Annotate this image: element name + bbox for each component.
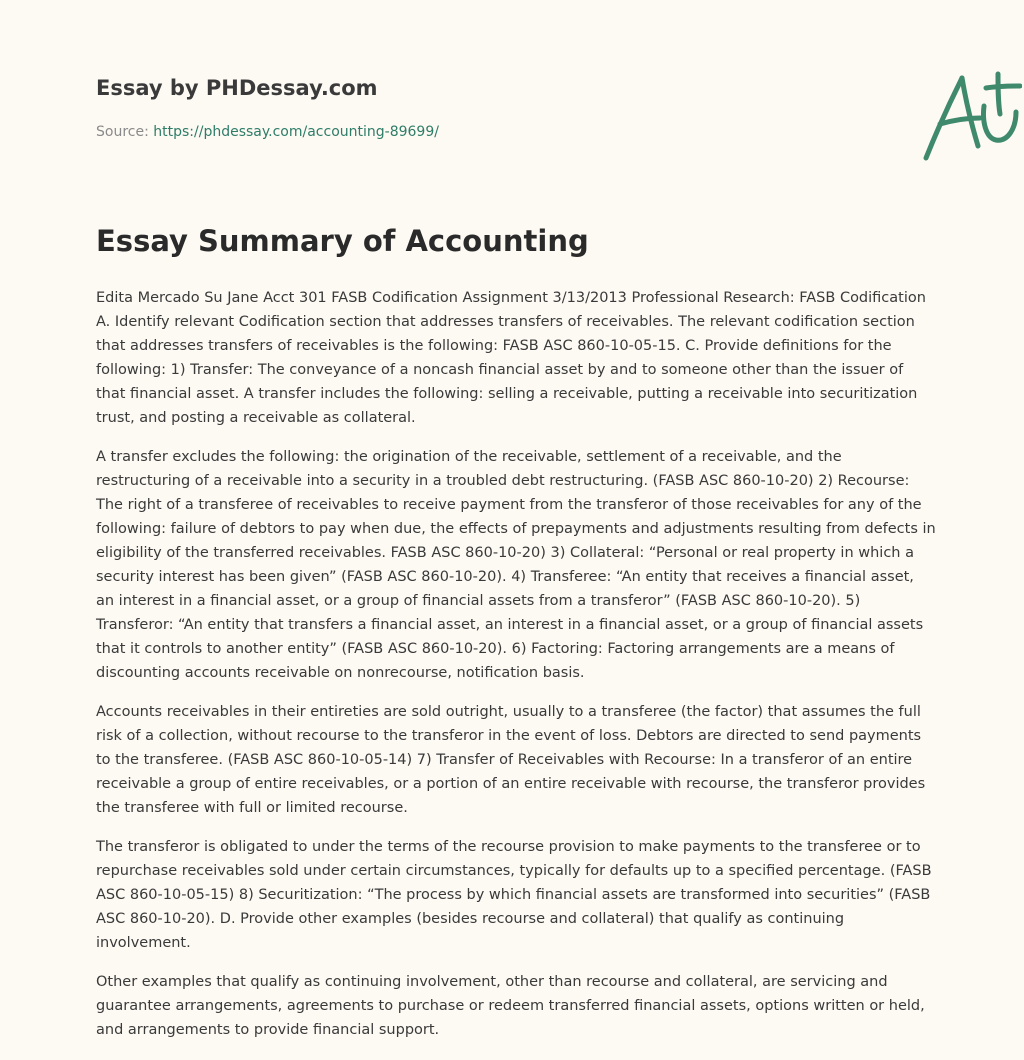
source-link[interactable]: https://phdessay.com/accounting-89699/ [153,124,439,140]
source-line [96,124,439,140]
essay-paragraph: Accounts receivables in their entireties are sold outright, usually to a transferee (the factor) that assumes the full risk of a collection, without recourse to the transferor in the event of loss. Debtors are directed to send payments to the transferee. (FASB ASC 860-10-05-14) 7) Transfer of Receivables with Recourse: In a transferor of an entire receivable a group of entire receivables, or a portion of an entire receivable with recourse, the transferor provides the transferee with full or limited recourse. [96,704,926,816]
essay-body [96,286,936,1057]
essay-paragraph: A transfer excludes the following: the origination of the receivable, settlement of a receivable, and the restructuring of a receivable into a security in a troubled debt restructuring. (FASB ASC 860-10-20) 2) Recourse: The right of a transferee of receivables to receive payment from the transferor of those receivables for any of the following: failure of debtors to pay when due, the effects of prepayments and adjustments resulting from defects in eligibility of the transferred receivables. FASB ASC 860-10-20) 3) Collateral: “Personal or real property in which a security interest has been given” (FASB ASC 860-10-20). 4) Transferee: “An entity that receives a financial asset, an interest in a financial asset, or a group of financial assets from a transferor” (FASB ASC 860-10-20). 5) Transferor: “An entity that transfers a financial asset, an interest in a financial asset, or a group of financial assets that it controls to another entity” (FASB ASC 860-10-20). 6) Factoring: Factoring arrangements are a means of discounting accounts receivable on nonrecourse, notification basis. [96,449,936,681]
essay-paragraph: Edita Mercado Su Jane Acct 301 FASB Codification Assignment 3/13/2013 Professional Research: FASB Codification A. Identify relevant Codification section that addresses transfers of receivables. The relevant codification section that addresses transfers of receivables is the following: FASB ASC 860-10-05-15. C. Provide definitions for the following: 1) Transfer: The conveyance of a noncash financial asset by and to someone other than the issuer of that financial asset. A transfer includes the following: selling a receivable, putting a receivable into securitization trust, and posting a receivable as collateral. [96,290,926,426]
essay-title: Essay Summary of Accounting [96,224,589,258]
brand-title: Essay by PHDessay.com [96,76,378,100]
a-plus-logo-icon [922,68,1022,164]
essay-paragraph: Other examples that qualify as continuing involvement, other than recourse and collateral, are servicing and guarantee arrangements, agreements to purchase or redeem transferred financial assets, options written or held, and arrangements to provide financial support. [96,974,925,1038]
essay-paragraph: The transferor is obligated to under the terms of the recourse provision to make payments to the transferee or to repurchase receivables sold under certain circumstances, typically for defaults up to a specified percentage. (FASB ASC 860-10-05-15) 8) Securitization: “The process by which financial assets are transformed into securities” (FASB ASC 860-10-20). D. Provide other examples (besides recourse and collateral) that qualify as continuing involvement. [96,839,932,951]
source-label: Source: [96,124,149,140]
